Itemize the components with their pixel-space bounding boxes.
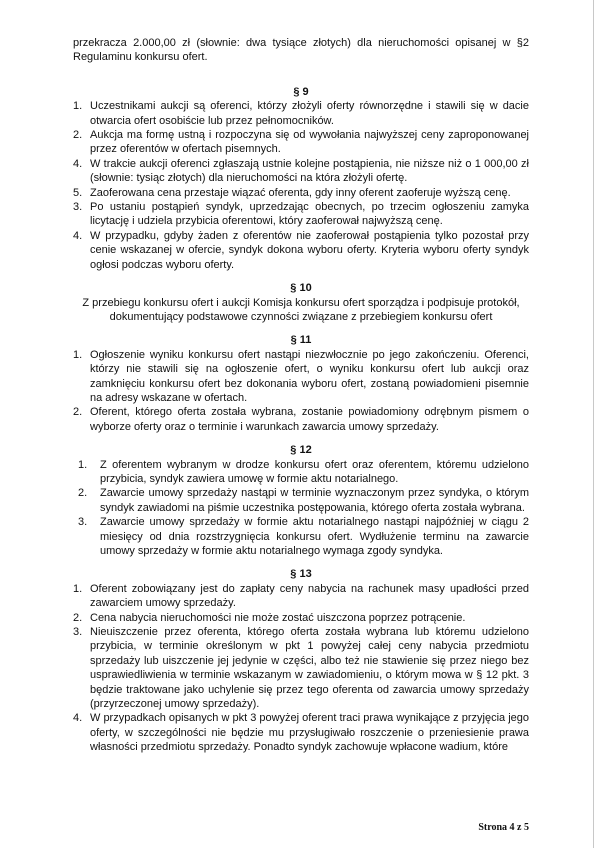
- item-number: 4.: [73, 712, 83, 725]
- item-text: Nieuiszczenie przez oferenta, którego oferta została wybrana lub któremu udzielono przybicia, w terminie określonym w pkt 1 powyżej całej ceny nabycia przedmiotu sprzedaży lub uiszczenie jej jedynie w części, albo też nie stawienie się przez niego bez usprawiedliwienia w terminie wskazanym w zawiadomieniu, o którym mowa w § 12 pkt. 3 będzie traktowane jako uchylenie się przez tego oferenta od zawarcia umowy sprzedaży (przyrzeczonej umowy sprzedaży).: [90, 626, 529, 711]
- item-text: Oferent, którego oferta została wybrana, zostanie powiadomiony odrębnym pismem o wyborze oferty oraz o terminie i warunkach zawarcia umowy sprzedaży.: [90, 406, 529, 433]
- list-item: [73, 582, 529, 611]
- item-text: Zawarcie umowy sprzedaży w formie aktu notarialnego nastąpi najpóźniej w ciągu 2 miesięcy od dnia rozstrzygnięcia konkursu ofert. Wydłużenie terminu na zawarcie umowy sprzedaży w formie aktu notarialnego wymaga zgody syndyka.: [100, 516, 529, 557]
- item-text: W przypadku, gdyby żaden z oferentów nie zaoferował postąpienia tylko pozostał przy cenie wskazanej w ofercie, syndyk dokona wyboru oferty. Kryteria wyboru oferty syndyk ogłosi podczas wyboru oferty.: [90, 229, 529, 271]
- item-text: Oferent zobowiązany jest do zapłaty ceny nabycia na rachunek masy upadłości przed zawarciem umowy sprzedaży.: [90, 582, 529, 610]
- item-number: 1.: [73, 582, 83, 595]
- item-number: 2.: [78, 487, 88, 500]
- section-9-heading: § 9: [293, 85, 309, 98]
- item-number: 2.: [73, 129, 83, 142]
- page-number-footer: Strona 4 z 5: [478, 822, 529, 833]
- item-text: Zaoferowana cena przestaje wiązać oferenta, gdy inny oferent zaoferuje wyższą cenę.: [90, 186, 511, 199]
- list-item: [73, 157, 529, 186]
- item-text: Po ustaniu postąpień syndyk, uprzedzając obecnych, po trzecim ogłoszeniu zamyka licytację i udziela przybicia oferentowi, który zaoferował najwyższą cenę.: [90, 201, 529, 228]
- item-text: Z oferentem wybranym w drodze konkursu ofert oraz oferentem, któremu udzielono przybicia, syndyk zawiera umowę w formie aktu notarialnego.: [100, 458, 529, 485]
- section-10-heading: § 10: [290, 282, 312, 295]
- item-text: W trakcie aukcji oferenci zgłaszają ustnie kolejne postąpienia, nie niższe niż o 1 000,00 zł (słownie: tysiąc złotych) dla nieruchomości na która złożyli ofertę.: [90, 157, 529, 185]
- item-number: 3.: [73, 201, 83, 214]
- page-content: [73, 36, 529, 755]
- item-text: Ogłoszenie wyniku konkursu ofert nastąpi niezwłocznie po jego zakończeniu. Oferenci, którzy nie stawili się na ogłoszenie ofert, o wyniku konkursu ofert lub aukcji oraz zamknięciu konkursu ofert bez dokonania wyboru ofert, zostaną powiadomieni pisemnie na adresy wskazane w ofertach.: [90, 348, 529, 404]
- section-13-heading: § 13: [290, 568, 312, 581]
- item-text: Uczestnikami aukcji są oferenci, którzy złożyli oferty równorzędne i stawili się w dacie otwarcia ofert osobiście lub przez pełnomocników.: [90, 100, 529, 127]
- list-item: [73, 405, 529, 434]
- item-number: 4.: [73, 229, 83, 242]
- item-number: 3.: [78, 516, 88, 529]
- list-item: [73, 515, 529, 558]
- list-item: [73, 625, 529, 711]
- list-item: [73, 128, 529, 157]
- section-12-list: [73, 458, 529, 559]
- item-number: 1.: [78, 458, 88, 471]
- section-12-heading: § 12: [290, 444, 312, 457]
- item-text: Zawarcie umowy sprzedaży nastąpi w terminie wyznaczonym przez syndyka, o którym syndyk zawiadomi na piśmie uczestnika postępowania, którego oferta została wybrana.: [100, 487, 529, 514]
- item-number: 3.: [73, 626, 83, 639]
- list-item: [73, 458, 529, 487]
- item-number: 5.: [73, 186, 83, 199]
- list-item: [73, 348, 529, 406]
- item-text: Aukcja ma formę ustną i rozpoczyna się od wywołania najwyższej ceny zaproponowanej przez oferentów w ofertach pisemnych.: [90, 129, 529, 156]
- item-number: 1.: [73, 348, 83, 361]
- section-13-list: [73, 582, 529, 755]
- section-9-list: [73, 99, 529, 272]
- section-10-paragraph: Z przebiegu konkursu ofert i aukcji Komisja konkursu ofert sporządza i podpisuje protokół, dokumentujący podstawowe czynności związane z przebiegiem konkursu ofert: [82, 296, 520, 323]
- list-item: [73, 229, 529, 272]
- list-item: [73, 711, 529, 754]
- list-item: [73, 611, 529, 625]
- item-number: 4.: [73, 157, 83, 170]
- section-11-list: [73, 348, 529, 434]
- intro-paragraph: przekracza 2.000,00 zł (słownie: dwa tysiące złotych) dla nieruchomości opisanej w §2 Regulaminu konkursu ofert.: [73, 37, 529, 64]
- section-11-heading: § 11: [290, 334, 312, 347]
- item-text: Cena nabycia nieruchomości nie może zostać uiszczona poprzez potrącenie.: [90, 611, 466, 624]
- item-number: 1.: [73, 100, 83, 113]
- list-item: [73, 200, 529, 229]
- list-item: [73, 486, 529, 515]
- list-item: [73, 186, 529, 200]
- item-number: 2.: [73, 611, 83, 624]
- list-item: [73, 99, 529, 128]
- item-number: 2.: [73, 406, 83, 419]
- item-text: W przypadkach opisanych w pkt 3 powyżej oferent traci prawa wynikające z przyjęcia jego oferty, w szczególności nie będzie mu przysługiwało roszczenie o przeniesienie prawa własności przedmiotu sprzedaży. Ponadto syndyk zachowuje wpłacone wadium, które: [90, 712, 529, 754]
